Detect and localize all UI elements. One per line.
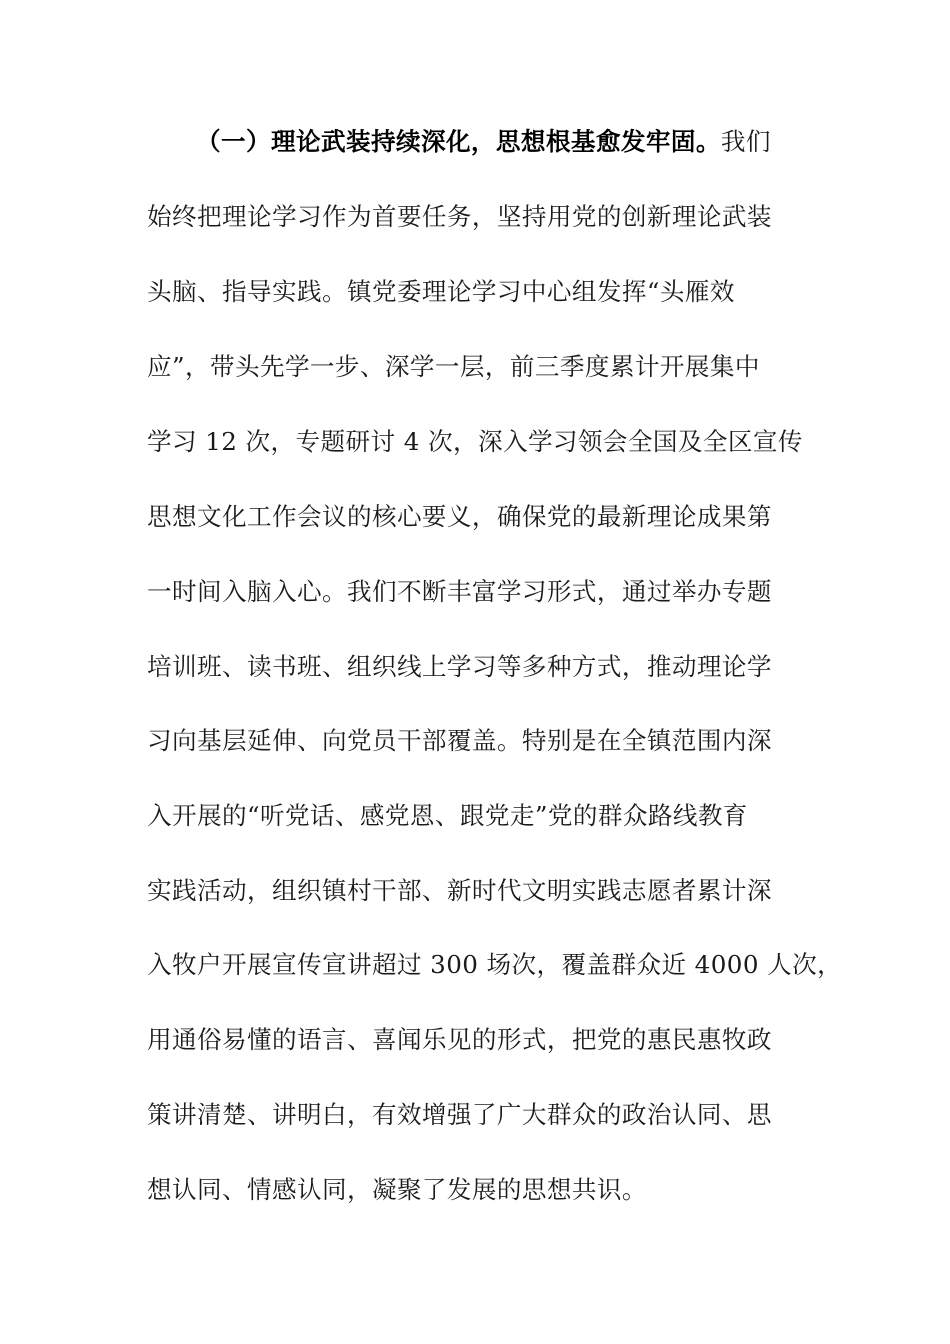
section-heading: （一）理论武装持续深化，思想根基愈发牢固。 [196,127,721,156]
paragraph-line: 习向基层延伸、向党员干部覆盖。特别是在全镇范围内深 [147,726,772,755]
paragraph-line: 培训班、读书班、组织线上学习等多种方式，推动理论学 [147,652,772,681]
paragraph-line: 入牧户开展宣传宣讲超过 300 场次，覆盖群众近 4000 人次， [147,950,843,979]
paragraph-line-first [196,122,771,162]
paragraph-line: 思想文化工作会议的核心要义，确保党的最新理论成果第 [147,502,772,531]
first-line-text: 我们 [720,127,771,156]
paragraph-line: 策讲清楚、讲明白，有效增强了广大群众的政治认同、思 [147,1100,772,1129]
paragraph-line: 一时间入脑入心。我们不断丰富学习形式，通过举办专题 [147,577,772,606]
paragraph-line: 用通俗易懂的语言、喜闻乐见的形式，把党的惠民惠牧政 [147,1025,772,1054]
paragraph-line: 学习 12 次，专题研讨 4 次，深入学习领会全国及全区宣传 [147,427,803,456]
paragraph-line: 想认同、情感认同，凝聚了发展的思想共识。 [147,1175,647,1204]
paragraph-line: 应”，带头先学一步、深学一层，前三季度累计开展集中 [147,352,760,381]
paragraph-line: 始终把理论学习作为首要任务，坚持用党的创新理论武装 [147,202,772,231]
paragraph-line: 头脑、指导实践。镇党委理论学习中心组发挥“头雁效 [147,277,735,306]
paragraph-line: 实践活动，组织镇村干部、新时代文明实践志愿者累计深 [147,876,772,905]
paragraph-line: 入开展的“听党话、感党恩、跟党走”党的群众路线教育 [147,801,748,830]
